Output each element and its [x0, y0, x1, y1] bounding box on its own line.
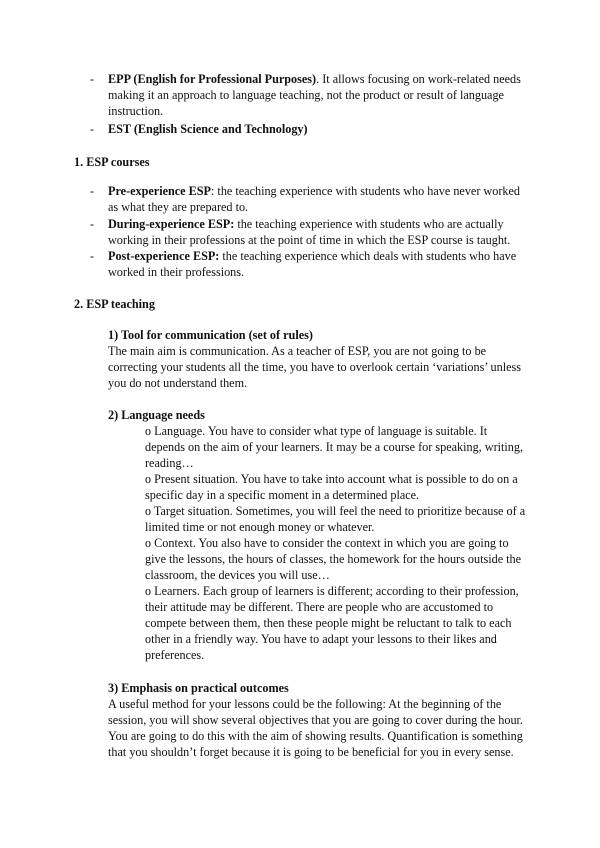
needs-item: o Present situation. You have to take into account what is possible to do on a specific day in a specific moment in a determined place.: [145, 472, 518, 502]
bullet-text: : the teaching experience with students who have never worked as what they are prepared to.: [108, 184, 520, 214]
bullet-dash: -: [90, 72, 95, 86]
needs-item: o Language. You have to consider what type of language is suitable. It depends on the aim of your learners. It may be a course for speaking, writing, reading…: [145, 424, 524, 470]
subsection-title: 3) Emphasis on practical outcomes: [108, 681, 289, 695]
section-heading: 2. ESP teaching: [74, 297, 155, 311]
bullet-term: Pre-experience ESP: [108, 184, 211, 198]
bullet-dash: -: [90, 122, 95, 136]
needs-item: o Learners. Each group of learners is different; according to their profession, their attitude may be different. There are people who are accustomed to compete between them, then these people might be reluctant to talk to each other in a friendly way. You have to adapt your lessons to their likes and preferences.: [145, 584, 519, 662]
bullet-term: Post-experience ESP:: [108, 249, 220, 263]
bullet-term: During-experience ESP:: [108, 217, 235, 231]
list-item: [90, 248, 530, 280]
needs-item: o Target situation. Sometimes, you will feel the need to prioritize because of a limited time or not enough money or whatever.: [145, 504, 526, 534]
list-item: [90, 216, 530, 248]
bullet-term: EST (English Science and Technology): [108, 122, 308, 136]
bullet-text: . It allows focusing on work-related needs making it an approach to language teaching, not the product or result of language instruction.: [108, 72, 521, 118]
bullet-dash: -: [90, 184, 95, 198]
bullet-dash: -: [90, 217, 95, 231]
needs-item: o Context. You also have to consider the context in which you are going to give the lessons, the hours of classes, the homework for the hours outside the classroom, the devices you will use…: [145, 536, 522, 582]
list-item: [90, 121, 530, 137]
list-item: [90, 183, 530, 215]
subsection-title: 1) Tool for communication (set of rules): [108, 328, 313, 342]
section-heading: 1. ESP courses: [74, 155, 150, 169]
paragraph: The main aim is communication. As a teacher of ESP, you are not going to be correcting your students all the time, you have to overlook certain ‘variations’ unless you do not understand them.: [108, 344, 522, 390]
subsection-title: 2) Language needs: [108, 408, 205, 422]
paragraph: A useful method for your lessons could be the following: At the beginning of the session, you will show several objectives that you are going to cover during the hour. You are going to do this with the aim of showing results. Quantification is something that you shouldn’t forget because it is going to be beneficial for you in every sense.: [108, 697, 523, 759]
bullet-text: the teaching experience with students who are actually working in their professions at the point of time in which the ESP course is taught.: [108, 217, 511, 247]
list-item: [90, 71, 530, 119]
bullet-term: EPP (English for Professional Purposes): [108, 72, 317, 86]
bullet-text: the teaching experience which deals with students who have worked in their professions.: [108, 249, 517, 279]
bullet-dash: -: [90, 249, 95, 263]
